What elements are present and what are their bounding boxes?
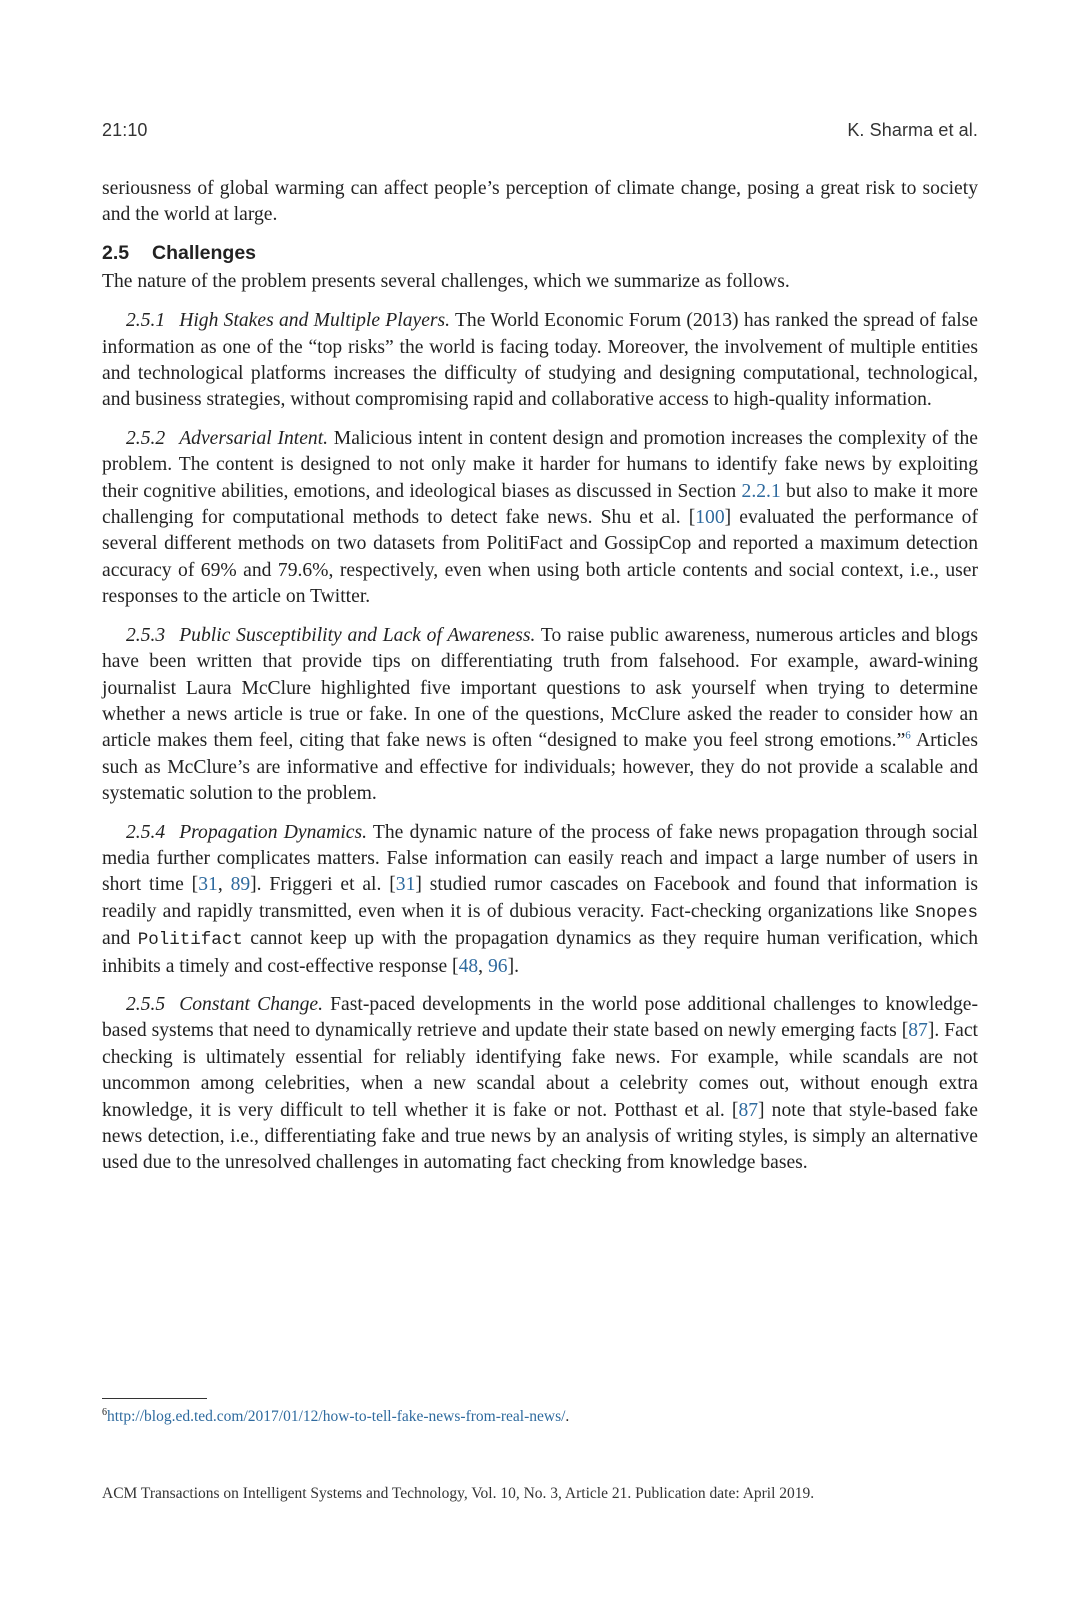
citation-separator: ,	[478, 955, 488, 977]
subsection-2-5-5	[102, 992, 978, 1177]
subsection-text: Malicious intent in content design and promotion increases the complexity of the problem. The content is designed to not only make it harder for humans to identify fake news by exploiting their cognitive abilities, emotions, and ideological biases as discussed in Section	[102, 427, 979, 502]
journal-footer: ACM Transactions on Intelligent Systems and Technology, Vol. 10, No. 3, Article 21. Publication date: April 2019.	[102, 1485, 815, 1502]
org-name-politifact: Politifact	[137, 930, 243, 951]
subsection-text: ] studied rumor cascades on Facebook and found that information is readily and rapidly transmitted, even when it is of dubious veracity. Fact-checking organizations like	[102, 874, 978, 922]
running-head	[102, 120, 978, 141]
footnote-divider	[102, 1398, 207, 1399]
subsection-number: 2.5.5	[126, 993, 166, 1015]
section-intro: The nature of the problem presents several challenges, which we summarize as follows.	[102, 270, 790, 292]
section-ref-link[interactable]: 2.2.1	[741, 480, 781, 502]
subsection-number: 2.5.2	[126, 427, 166, 449]
subsection-title: Constant Change.	[179, 993, 323, 1015]
subsection-text: To raise public awareness, numerous articles and blogs have been written that provide tips on differentiating truth from falsehood. For example, award-wining journalist Laura McClure highlighted five important questions to ask yourself when trying to determine whether a news article is true or fake. In one of the questions, McClure asked the reader to consider how an article makes them feel, citing that fake news is often “designed to make you feel strong emotions.”	[102, 624, 978, 752]
citation-link[interactable]: 96	[487, 955, 508, 977]
subsection-text: Fast-paced developments in the world pose additional challenges to knowledge-based systems that need to dynamically retrieve and update their state based on newly emerging facts [	[102, 993, 978, 1042]
running-head-authors: K. Sharma et al.	[847, 120, 978, 140]
citation-link[interactable]: 31	[198, 874, 218, 896]
footnote	[102, 1407, 569, 1427]
citation-link[interactable]: 31	[395, 874, 416, 896]
footnote-reference-link[interactable]: 6	[905, 729, 911, 742]
subsection-title: Propagation Dynamics.	[179, 821, 368, 843]
subsection-text: cannot keep up with the propagation dynamics as they require human verification, which inhibits a timely and cost-effective response [	[102, 928, 978, 977]
body-text	[102, 176, 978, 1189]
subsection-text: ]. Friggeri et al. [	[250, 874, 396, 896]
subsection-text: Articles such as McClure’s are informative and effective for individuals; however, they do not provide a scalable and systematic solution to the problem.	[102, 730, 978, 805]
continuation-paragraph: seriousness of global warming can affect people’s perception of climate change, posing a great risk to society and the world at large.	[102, 178, 978, 226]
footnote-url-link[interactable]: http://blog.ed.ted.com/2017/01/12/how-to-tell-fake-news-from-real-news/	[107, 1408, 566, 1425]
citation-link[interactable]: 100	[695, 507, 725, 529]
subsection-number: 2.5.4	[126, 821, 166, 843]
subsection-title: Public Susceptibility and Lack of Awareness.	[179, 624, 536, 646]
subsection-2-5-4	[102, 820, 978, 980]
citation-link[interactable]: 87	[908, 1020, 928, 1042]
subsection-text: ].	[507, 955, 519, 977]
subsection-text: ]. Fact checking is ultimately essential for reliably identifying fake news. For example, while scandals are not uncommon among celebrities, when a new scandal about a celebrity comes out, without enough extra knowledge, it is very difficult to tell whether it is fake or not. Potthast et al. [	[102, 1020, 978, 1121]
citation-link[interactable]: 89	[230, 874, 251, 896]
subsection-text: but also to make it more challenging for computational methods to detect fake news. Shu et al. [	[102, 480, 978, 529]
subsection-2-5-3	[102, 623, 978, 808]
section-heading	[102, 240, 978, 266]
subsection-text: ] note that style-based fake news detection, i.e., differentiating fake and true news by an analysis of writing styles, is simply an alternative used due to the unresolved challenges in automating fact checking from knowledge bases.	[102, 1099, 978, 1174]
subsection-number: 2.5.1	[126, 310, 166, 332]
citation-link[interactable]: 87	[738, 1099, 759, 1121]
footnote-trailing: .	[565, 1408, 570, 1425]
paper-page	[102, 0, 978, 1600]
citation-separator: ,	[217, 874, 231, 896]
subsection-text: and	[102, 928, 138, 950]
citation-link[interactable]: 48	[458, 955, 479, 977]
subsection-text: The World Economic Forum (2013) has ranked the spread of false information as one of the “top risks” the world is facing today. Moreover, the involvement of multiple entities and technological platforms increases the difficulty of studying and designing computational, technological, and business strategies, without compromising rapid and collaborative access to high-quality information.	[102, 310, 978, 411]
section-number: 2.5	[102, 241, 130, 264]
subsection-title: High Stakes and Multiple Players.	[179, 310, 451, 332]
footnote-mark: 6	[102, 1406, 107, 1418]
subsection-2-5-2	[102, 426, 978, 611]
subsection-number: 2.5.3	[126, 624, 166, 646]
subsection-title: Adversarial Intent.	[179, 427, 329, 449]
org-name-snopes: Snopes	[914, 902, 978, 923]
page-number: 21:10	[102, 120, 148, 140]
subsection-text: ] evaluated the performance of several different methods on two datasets from PolitiFact and GossipCop and reported a maximum detection accuracy of 69% and 79.6%, respectively, even when using both article contents and social context, i.e., user responses to the article on Twitter.	[102, 507, 978, 608]
section-title: Challenges	[152, 241, 257, 264]
subsection-2-5-1	[102, 308, 978, 414]
subsection-text: The dynamic nature of the process of fake news propagation through social media further complicates matters. False information can easily reach and impact a large number of users in short time [	[102, 821, 978, 896]
